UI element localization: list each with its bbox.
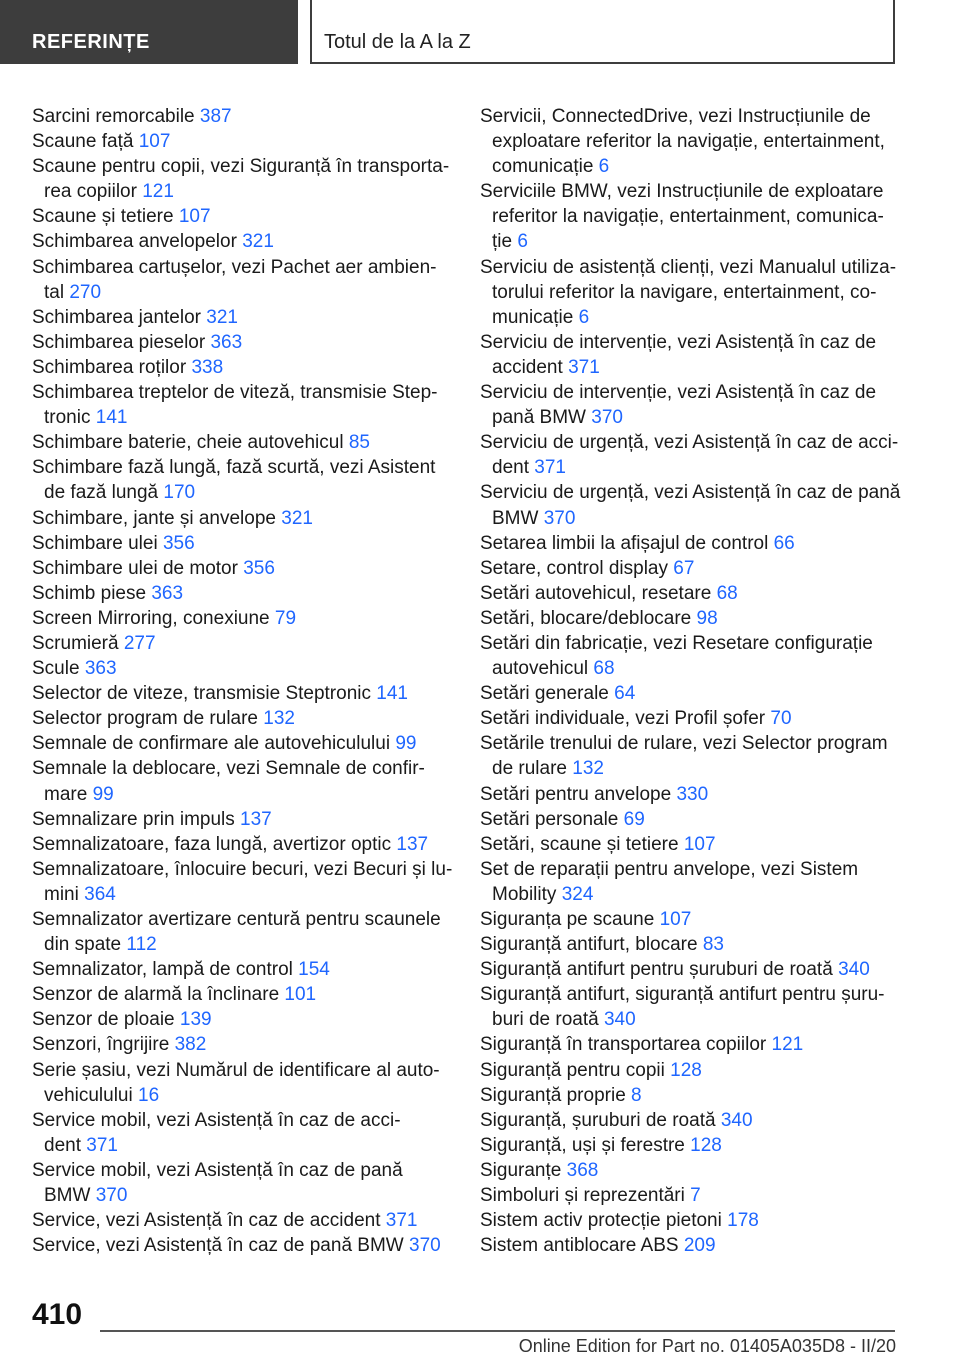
index-entry-text: Service mobil, vezi Asistență în caz de pană	[32, 1159, 403, 1181]
index-entry-text: Service, vezi Asistență în caz de pană BMW	[32, 1235, 404, 1257]
page-reference-link[interactable]: 338	[191, 356, 224, 378]
page-reference-link[interactable]: 98	[696, 607, 718, 629]
index-entry-text: referitor la navigație, entertainment, comunica-	[492, 206, 884, 228]
page-reference-link[interactable]: 8	[631, 1084, 642, 1106]
index-column-left	[32, 104, 452, 1258]
page-reference-link[interactable]: 387	[199, 106, 232, 127]
index-entry	[32, 1007, 452, 1032]
index-entry	[480, 782, 900, 807]
page-reference-link[interactable]: 370	[543, 507, 576, 529]
page-reference-link[interactable]: 137	[396, 833, 429, 855]
index-entry	[32, 807, 452, 832]
index-entry-text: buri de roată	[492, 1009, 599, 1031]
page-reference-link[interactable]: 79	[274, 607, 297, 629]
index-entry	[32, 606, 452, 631]
index-entry	[480, 706, 900, 731]
index-entry	[480, 907, 900, 932]
page-reference-link[interactable]: 68	[593, 658, 615, 680]
index-entry-text: mini	[44, 883, 79, 905]
index-entry	[480, 104, 900, 179]
index-entry	[32, 907, 452, 957]
index-entry	[480, 255, 900, 330]
index-entry-text: Setări individuale, vezi Profil șofer	[480, 708, 766, 730]
index-entry	[32, 204, 452, 229]
index-entry-text: tronic	[44, 407, 91, 429]
index-entry-text: Sarcini remorcabile	[32, 106, 195, 127]
page-reference-link[interactable]: 340	[720, 1109, 753, 1131]
page-reference-link[interactable]: 107	[683, 833, 716, 855]
page-reference-link[interactable]: 363	[84, 658, 117, 680]
page-reference-link[interactable]: 112	[126, 934, 157, 956]
index-entry-text: accident	[492, 356, 563, 378]
page-reference-link[interactable]: 170	[163, 482, 196, 504]
chapter-title: Totul de la A la Z	[324, 31, 471, 53]
index-entry	[480, 1208, 900, 1233]
index-entry	[32, 857, 452, 907]
page-reference-link[interactable]: 277	[123, 632, 156, 654]
index-entry-text: BMW	[44, 1185, 91, 1207]
index-entry	[32, 355, 452, 380]
index-entry	[32, 656, 452, 681]
index-entry-text: comunicație	[492, 156, 594, 178]
index-entry-text: Setarea limbii la afișajul de control	[480, 532, 769, 554]
index-entry	[32, 556, 452, 581]
index-entry-text: Serviciu de urgență, vezi Asistență în caz de acci-	[480, 432, 899, 454]
index-entry	[32, 129, 452, 154]
index-entry	[32, 1058, 452, 1108]
page-reference-link[interactable]: 132	[572, 758, 604, 780]
index-entry	[32, 631, 452, 656]
page-reference-link[interactable]: 321	[206, 306, 238, 328]
index-entry-text: Serviciu de intervenție, vezi Asistență în caz de	[480, 331, 877, 353]
index-entry-text: Selector de viteze, transmisie Steptronic	[32, 683, 371, 705]
index-entry-text: Semnalizatoare, înlocuire becuri, vezi Becuri și lu-	[32, 858, 453, 880]
index-entry-text: Semnalizatoare, faza lungă, avertizor optic	[32, 833, 392, 855]
page-reference-link[interactable]: 368	[566, 1159, 599, 1181]
page-reference-link[interactable]: 356	[162, 532, 195, 554]
index-entry-text: Serviciu de asistență clienți, vezi Manualul utiliza-	[480, 256, 897, 278]
page-reference-link[interactable]: 371	[86, 1134, 118, 1156]
index-entry-text: Schimbare ulei de motor	[32, 557, 238, 579]
page-reference-link[interactable]: 141	[376, 683, 408, 705]
index-entry-text: Senzori, îngrijire	[32, 1034, 170, 1056]
page-reference-link[interactable]: 321	[242, 231, 274, 253]
page-reference-link[interactable]: 121	[771, 1034, 804, 1056]
page-reference-link[interactable]: 137	[240, 808, 272, 830]
edition-footer: Online Edition for Part no. 01405A035D8 - II/20	[518, 1336, 896, 1356]
index-entry	[32, 255, 452, 305]
page-reference-link[interactable]: 371	[568, 356, 600, 378]
index-entry-text: autovehicul	[492, 658, 589, 680]
index-column-right	[480, 104, 900, 1258]
index-entry-text: Servicii, ConnectedDrive, vezi Instrucțiunile de	[480, 106, 871, 127]
index-entry-text: Schimbarea anvelopelor	[32, 231, 237, 253]
index-entry-text: Setări pentru anvelope	[480, 783, 672, 805]
page-reference-link[interactable]: 69	[623, 808, 645, 830]
index-entry-text: Siguranță antifurt, blocare	[480, 934, 698, 956]
index-entry-text: Scrumieră	[32, 632, 119, 654]
page-reference-link[interactable]: 6	[598, 156, 610, 178]
index-entry-text: Mobility	[492, 883, 557, 905]
page-reference-link[interactable]: 101	[284, 984, 317, 1006]
index-entry-text: Schimbare fază lungă, fază scurtă, vezi Asistent	[32, 457, 436, 479]
page-reference-link[interactable]: 16	[138, 1084, 160, 1106]
index-entry-text: Setări, blocare/deblocare	[480, 607, 692, 629]
index-entry	[32, 305, 452, 330]
index-entry	[480, 807, 900, 832]
page-reference-link[interactable]: 364	[84, 883, 116, 905]
index-entry	[32, 506, 452, 531]
index-entry-text: Selector program de rulare	[32, 708, 258, 730]
index-entry	[480, 1133, 900, 1158]
index-entry-text: rea copiilor	[44, 181, 137, 203]
index-entry	[480, 957, 900, 982]
index-entry-text: Siguranță proprie	[480, 1084, 626, 1106]
index-entry	[480, 857, 900, 907]
page-reference-link[interactable]: 7	[690, 1185, 701, 1207]
index-entry-text: Semnale la deblocare, vezi Semnale de confir-	[32, 758, 425, 780]
index-entry	[32, 104, 452, 129]
index-entry-text: vehiculului	[44, 1084, 133, 1106]
index-entry-text: ție	[492, 231, 513, 253]
index-entry	[32, 531, 452, 556]
index-entry-text: Schimbare ulei	[32, 532, 158, 554]
index-entry-text: Semnale de confirmare ale autovehiculului	[32, 733, 391, 755]
page-reference-link[interactable]: 141	[95, 407, 128, 429]
page-reference-link[interactable]: 371	[385, 1210, 418, 1232]
index-entry-text: mare	[44, 783, 88, 805]
index-entry-text: Serviciile BMW, vezi Instrucțiunile de exploatare	[480, 181, 884, 203]
index-entry	[32, 1108, 452, 1158]
index-entry-text: Schimbare baterie, cheie autovehicul	[32, 432, 344, 454]
index-entry	[32, 982, 452, 1007]
page-reference-link[interactable]: 70	[770, 708, 792, 730]
index-entry-text: Sistem activ protecție pietoni	[480, 1210, 722, 1232]
index-entry	[32, 756, 452, 806]
index-entry	[32, 832, 452, 857]
index-entry	[480, 832, 900, 857]
index-entry-text: Siguranță, uși și ferestre	[480, 1134, 685, 1156]
index-entry	[32, 154, 452, 204]
index-entry-text: Semnalizare prin impuls	[32, 808, 235, 830]
index-entry-text: Service, vezi Asistență în caz de accident	[32, 1210, 381, 1232]
index-entry-text: Schimbarea treptelor de viteză, transmisie Step-	[32, 382, 438, 404]
index-entry	[32, 957, 452, 982]
index-entry	[480, 430, 900, 480]
page-reference-link[interactable]: 363	[210, 331, 243, 353]
page-reference-link[interactable]: 363	[151, 582, 184, 604]
index-entry	[32, 330, 452, 355]
index-entry	[480, 531, 900, 556]
index-entry-text: dent	[44, 1134, 81, 1156]
index-entry-text: Siguranțe	[480, 1159, 562, 1181]
index-entry-text: Setări din fabricație, vezi Resetare configurație	[480, 632, 873, 654]
page-reference-link[interactable]: 321	[281, 507, 313, 529]
index-entry	[480, 179, 900, 254]
index-entry-text: Schimbare, jante și anvelope	[32, 507, 276, 529]
index-entry-text: municație	[492, 306, 574, 328]
page-reference-link[interactable]: 382	[174, 1034, 207, 1056]
index-entry-text: Setări generale	[480, 683, 609, 705]
index-entry-text: Schimb piese	[32, 582, 147, 604]
index-entry	[480, 1108, 900, 1133]
index-entry-text: torului referitor la navigare, entertainment, co-	[492, 281, 877, 303]
page-reference-link[interactable]: 371	[534, 457, 566, 479]
index-entry	[480, 480, 900, 530]
index-entry-text: din spate	[44, 934, 122, 956]
page-reference-link[interactable]: 178	[727, 1210, 759, 1232]
index-entry-text: Screen Mirroring, conexiune	[32, 607, 270, 629]
page-reference-link[interactable]: 64	[614, 683, 636, 705]
index-entry	[32, 731, 452, 756]
index-entry-text: Scaune pentru copii, vezi Siguranță în transporta-	[32, 156, 450, 178]
index-entry-text: Serviciu de intervenție, vezi Asistență în caz de	[480, 382, 877, 404]
index-entry-text: Scaune și tetiere	[32, 206, 174, 228]
page-reference-link[interactable]: 270	[69, 281, 102, 303]
page-reference-link[interactable]: 6	[578, 306, 590, 328]
section-tab	[0, 0, 298, 64]
page-reference-link[interactable]: 121	[142, 181, 174, 203]
index-entry-text: Scaune față	[32, 131, 134, 153]
index-entry-text: Scule	[32, 658, 80, 680]
index-entry	[480, 731, 900, 781]
section-label: REFERINȚE	[32, 31, 150, 53]
index-entry-text: Senzor de alarmă la înclinare	[32, 984, 280, 1006]
index-entry-text: Sistem antiblocare ABS	[480, 1235, 679, 1257]
index-entry	[32, 681, 452, 706]
page-reference-link[interactable]: 340	[603, 1009, 636, 1031]
index-entry-text: Semnalizator, lampă de control	[32, 959, 293, 981]
index-entry	[480, 556, 900, 581]
index-entry	[480, 631, 900, 681]
index-entry-text: Serie șasiu, vezi Numărul de identificare al auto-	[32, 1059, 440, 1081]
index-entry-text: Setări, scaune și tetiere	[480, 833, 679, 855]
index-entry	[32, 380, 452, 430]
page-reference-link[interactable]: 340	[838, 959, 870, 981]
index-entry	[480, 1183, 900, 1208]
index-entry	[480, 982, 900, 1032]
page-reference-link[interactable]: 128	[670, 1059, 702, 1081]
index-entry	[32, 706, 452, 731]
index-entry-text: pană BMW	[492, 407, 586, 429]
index-entry-text: Simboluri și reprezentări	[480, 1185, 685, 1207]
page-reference-link[interactable]: 330	[676, 783, 709, 805]
index-entry-text: Siguranța pe scaune	[480, 909, 655, 930]
index-entry	[480, 1233, 900, 1258]
page-reference-link[interactable]: 356	[243, 557, 275, 579]
index-entry-text: Schimbarea roților	[32, 356, 187, 378]
index-entry-text: Semnalizator avertizare centură pentru scaunele	[32, 909, 441, 930]
index-entry-text: exploatare referitor la navigație, entertainment,	[492, 131, 885, 153]
index-entry	[480, 1083, 900, 1108]
index-entry-text: Setările trenului de rulare, vezi Selector program	[480, 733, 888, 755]
page-reference-link[interactable]: 132	[263, 708, 295, 730]
index-entry-text: de fază lungă	[44, 482, 159, 504]
index-entry	[32, 1208, 452, 1233]
page-reference-link[interactable]: 324	[561, 883, 594, 905]
chapter-tab	[310, 0, 895, 64]
index-entry	[480, 681, 900, 706]
page-reference-link[interactable]: 66	[773, 532, 795, 554]
index-entry	[32, 1233, 452, 1258]
index-entry	[32, 455, 452, 505]
page-reference-link[interactable]: 209	[683, 1235, 716, 1257]
index-entry-text: dent	[492, 457, 529, 479]
index-entry-text: Setări personale	[480, 808, 619, 830]
index-entry-text: Setări autovehicul, resetare	[480, 582, 712, 604]
index-entry-text: Service mobil, vezi Asistență în caz de acci-	[32, 1109, 401, 1131]
index-entry-text: Set de reparații pentru anvelope, vezi Sistem	[480, 858, 859, 880]
page-reference-link[interactable]: 107	[138, 131, 171, 153]
index-entry-text: Setare, control display	[480, 557, 668, 579]
index-entry	[32, 229, 452, 254]
page-reference-link[interactable]: 128	[690, 1134, 722, 1156]
page-reference-link[interactable]: 67	[673, 557, 695, 579]
index-entry-text: Siguranță pentru copii	[480, 1059, 665, 1081]
page-reference-link[interactable]: 6	[517, 231, 528, 253]
page-reference-link[interactable]: 99	[92, 783, 114, 805]
index-entry	[480, 932, 900, 957]
index-entry-text: Siguranță, șuruburi de roată	[480, 1109, 716, 1131]
page-reference-link[interactable]: 154	[298, 959, 330, 981]
index-entry	[480, 380, 900, 430]
index-entry-text: Serviciu de urgență, vezi Asistență în caz de pană	[480, 482, 901, 504]
index-entry-text: BMW	[492, 507, 539, 529]
index-entry	[32, 1158, 452, 1208]
index-entry	[480, 1032, 900, 1057]
index-entry-text: Schimbarea cartușelor, vezi Pachet aer ambien-	[32, 256, 437, 278]
index-entry	[32, 1032, 452, 1057]
index-entry-text: Senzor de ploaie	[32, 1009, 175, 1031]
page-reference-link[interactable]: 370	[409, 1235, 441, 1257]
page-reference-link[interactable]: 85	[348, 432, 370, 454]
index-entry	[480, 606, 900, 631]
index-entry	[32, 581, 452, 606]
page-reference-link[interactable]: 370	[591, 407, 623, 429]
index-entry-text: tal	[44, 281, 65, 303]
index-entry-text: Siguranță antifurt pentru șuruburi de roată	[480, 959, 833, 981]
index-entry	[32, 430, 452, 455]
footer-divider	[100, 1330, 895, 1332]
page-reference-link[interactable]: 99	[395, 733, 417, 755]
index-entry	[480, 330, 900, 380]
page-reference-link[interactable]: 139	[179, 1009, 212, 1031]
index-entry	[480, 1158, 900, 1183]
page-reference-link[interactable]: 107	[659, 909, 692, 930]
index-entry-text: Siguranță antifurt, siguranță antifurt pentru șuru-	[480, 984, 885, 1006]
page-reference-link[interactable]: 68	[716, 582, 738, 604]
index-entry-text: Siguranță în transportarea copiilor	[480, 1034, 767, 1056]
index-entry	[480, 1058, 900, 1083]
page-number: 410	[32, 1298, 83, 1331]
index-entry	[480, 581, 900, 606]
index-entry-text: de rulare	[492, 758, 567, 780]
index-entry-text: Schimbarea pieselor	[32, 331, 206, 353]
page-reference-link[interactable]: 370	[95, 1185, 128, 1207]
index-entry-text: Schimbarea jantelor	[32, 306, 201, 328]
page-reference-link[interactable]: 83	[702, 934, 724, 956]
page-reference-link[interactable]: 107	[178, 206, 211, 228]
